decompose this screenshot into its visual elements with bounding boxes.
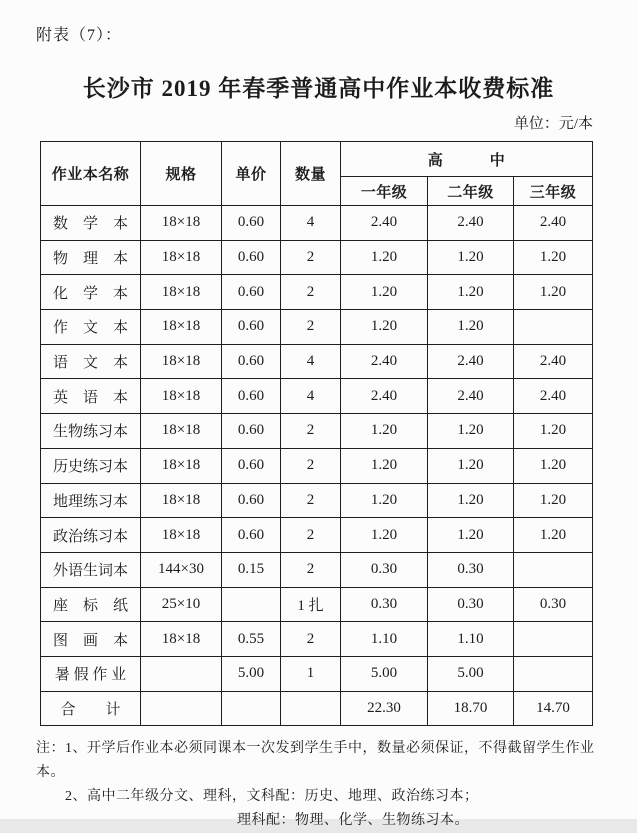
page-title: 长沙市 2019 年春季普通高中作业本收费标准: [82, 76, 555, 101]
table-row: [41, 656, 593, 691]
value-cell: 18×18: [141, 379, 222, 414]
table-row: [41, 622, 593, 657]
table-row: [41, 344, 593, 379]
value-cell: 144×30: [141, 552, 222, 587]
table-row: [41, 518, 593, 553]
value-cell: 14.70: [514, 691, 593, 726]
table-body: [41, 206, 593, 726]
table-header: [41, 142, 593, 206]
value-cell: 1.20: [341, 275, 428, 310]
value-cell: 1.20: [514, 518, 593, 553]
value-cell: 2: [281, 552, 341, 587]
value-cell: [141, 691, 222, 726]
attachment-label: 附表（7）：: [36, 27, 123, 44]
value-cell: 5.00: [428, 656, 514, 691]
table-row: [41, 206, 593, 241]
value-cell: 18×18: [141, 483, 222, 518]
workbook-name-cell: 化 学 本: [41, 275, 141, 310]
header-spec: 规格: [141, 142, 222, 206]
workbook-name-cell: 数 学 本: [41, 206, 141, 241]
value-cell: 18×18: [141, 240, 222, 275]
value-cell: 25×10: [141, 587, 222, 622]
value-cell: 1.20: [514, 448, 593, 483]
header-grade-1: 一年级: [341, 177, 428, 206]
header-high-school-group: 高 中: [341, 142, 593, 177]
value-cell: 4: [281, 379, 341, 414]
workbook-name-cell: 语 文 本: [41, 344, 141, 379]
value-cell: 18×18: [141, 206, 222, 241]
value-cell: 2.40: [514, 379, 593, 414]
table-row: [41, 240, 593, 275]
value-cell: 4: [281, 206, 341, 241]
header-row-group: [41, 142, 593, 177]
value-cell: 0.30: [428, 587, 514, 622]
value-cell: 2: [281, 448, 341, 483]
value-cell: 1.20: [341, 448, 428, 483]
value-cell: [222, 587, 281, 622]
value-cell: 1.20: [428, 240, 514, 275]
value-cell: [514, 622, 593, 657]
value-cell: 1.20: [341, 240, 428, 275]
workbook-name-cell: 历史练习本: [41, 448, 141, 483]
unit-label: 单位：元/本: [513, 116, 593, 132]
table-row: [41, 483, 593, 518]
value-cell: 2.40: [341, 379, 428, 414]
workbook-name-cell: 座 标 纸: [41, 587, 141, 622]
value-cell: 1.20: [428, 483, 514, 518]
table-row: [41, 275, 593, 310]
value-cell: 2: [281, 518, 341, 553]
header-grade-2: 二年级: [428, 177, 514, 206]
header-quantity: 数量: [281, 142, 341, 206]
value-cell: 2.40: [341, 206, 428, 241]
table-row: [41, 448, 593, 483]
value-cell: 2.40: [428, 206, 514, 241]
value-cell: [222, 691, 281, 726]
value-cell: 1.10: [428, 622, 514, 657]
value-cell: 1.20: [428, 414, 514, 449]
table-row: [41, 587, 593, 622]
value-cell: [514, 310, 593, 345]
value-cell: 18.70: [428, 691, 514, 726]
value-cell: [514, 552, 593, 587]
value-cell: 18×18: [141, 344, 222, 379]
value-cell: 2.40: [428, 344, 514, 379]
value-cell: 2: [281, 622, 341, 657]
workbook-name-cell: 地理练习本: [41, 483, 141, 518]
table-row: [41, 691, 593, 726]
value-cell: 0.60: [222, 448, 281, 483]
value-cell: 18×18: [141, 518, 222, 553]
value-cell: 0.60: [222, 518, 281, 553]
value-cell: [141, 656, 222, 691]
header-grade-3: 三年级: [514, 177, 593, 206]
workbook-name-cell: 作 文 本: [41, 310, 141, 345]
value-cell: 18×18: [141, 622, 222, 657]
table-row: [41, 414, 593, 449]
value-cell: 5.00: [222, 656, 281, 691]
workbook-name-cell: 英 语 本: [41, 379, 141, 414]
value-cell: 0.30: [341, 552, 428, 587]
table-row: [41, 379, 593, 414]
value-cell: 1.20: [514, 414, 593, 449]
value-cell: 1.20: [428, 310, 514, 345]
note-line: 理科配：物理、化学、生物练习本。: [237, 813, 469, 828]
workbook-name-cell: 暑 假 作 业: [41, 656, 141, 691]
value-cell: 18×18: [141, 310, 222, 345]
header-unit-price: 单价: [222, 142, 281, 206]
value-cell: 0.60: [222, 414, 281, 449]
note-line: 注：1、开学后作业本必须同课本一次发到学生手中，数量必须保证，不得截留学生作业本。: [36, 741, 595, 780]
fee-table: [40, 141, 593, 726]
table-row: [41, 552, 593, 587]
value-cell: 18×18: [141, 448, 222, 483]
value-cell: [514, 656, 593, 691]
value-cell: 18×18: [141, 275, 222, 310]
value-cell: 2: [281, 414, 341, 449]
value-cell: 1.20: [341, 414, 428, 449]
notes: [36, 737, 611, 833]
value-cell: 1 扎: [281, 587, 341, 622]
value-cell: 0.55: [222, 622, 281, 657]
value-cell: 2.40: [514, 206, 593, 241]
value-cell: 2.40: [341, 344, 428, 379]
value-cell: 2.40: [514, 344, 593, 379]
value-cell: 1.20: [428, 518, 514, 553]
value-cell: 5.00: [341, 656, 428, 691]
value-cell: 0.60: [222, 240, 281, 275]
value-cell: 1.20: [341, 483, 428, 518]
value-cell: 0.30: [428, 552, 514, 587]
value-cell: 0.15: [222, 552, 281, 587]
value-cell: 0.60: [222, 379, 281, 414]
value-cell: 0.30: [514, 587, 593, 622]
value-cell: 1.10: [341, 622, 428, 657]
value-cell: 0.30: [341, 587, 428, 622]
value-cell: 1.20: [428, 275, 514, 310]
value-cell: 1.20: [514, 275, 593, 310]
workbook-name-cell: 图 画 本: [41, 622, 141, 657]
value-cell: 2: [281, 240, 341, 275]
value-cell: 0.60: [222, 206, 281, 241]
value-cell: 4: [281, 344, 341, 379]
value-cell: 2: [281, 483, 341, 518]
value-cell: 22.30: [341, 691, 428, 726]
value-cell: 1.20: [428, 448, 514, 483]
table-row: [41, 310, 593, 345]
value-cell: 1.20: [341, 310, 428, 345]
workbook-name-cell: 外语生词本: [41, 552, 141, 587]
value-cell: 2: [281, 310, 341, 345]
value-cell: 0.60: [222, 275, 281, 310]
value-cell: 0.60: [222, 344, 281, 379]
value-cell: 1.20: [341, 518, 428, 553]
value-cell: 0.60: [222, 483, 281, 518]
value-cell: [281, 691, 341, 726]
value-cell: 2: [281, 275, 341, 310]
value-cell: 1.20: [514, 240, 593, 275]
header-workbook-name: 作业本名称: [41, 142, 141, 206]
workbook-name-cell: 生物练习本: [41, 414, 141, 449]
value-cell: 0.60: [222, 310, 281, 345]
value-cell: 1.20: [514, 483, 593, 518]
value-cell: 18×18: [141, 414, 222, 449]
workbook-name-cell: 政治练习本: [41, 518, 141, 553]
note-line: 2、高中二年级分文、理科，文科配：历史、地理、政治练习本；: [65, 789, 479, 804]
workbook-name-cell: 合 计: [41, 691, 141, 726]
workbook-name-cell: 物 理 本: [41, 240, 141, 275]
value-cell: 2.40: [428, 379, 514, 414]
value-cell: 1: [281, 656, 341, 691]
